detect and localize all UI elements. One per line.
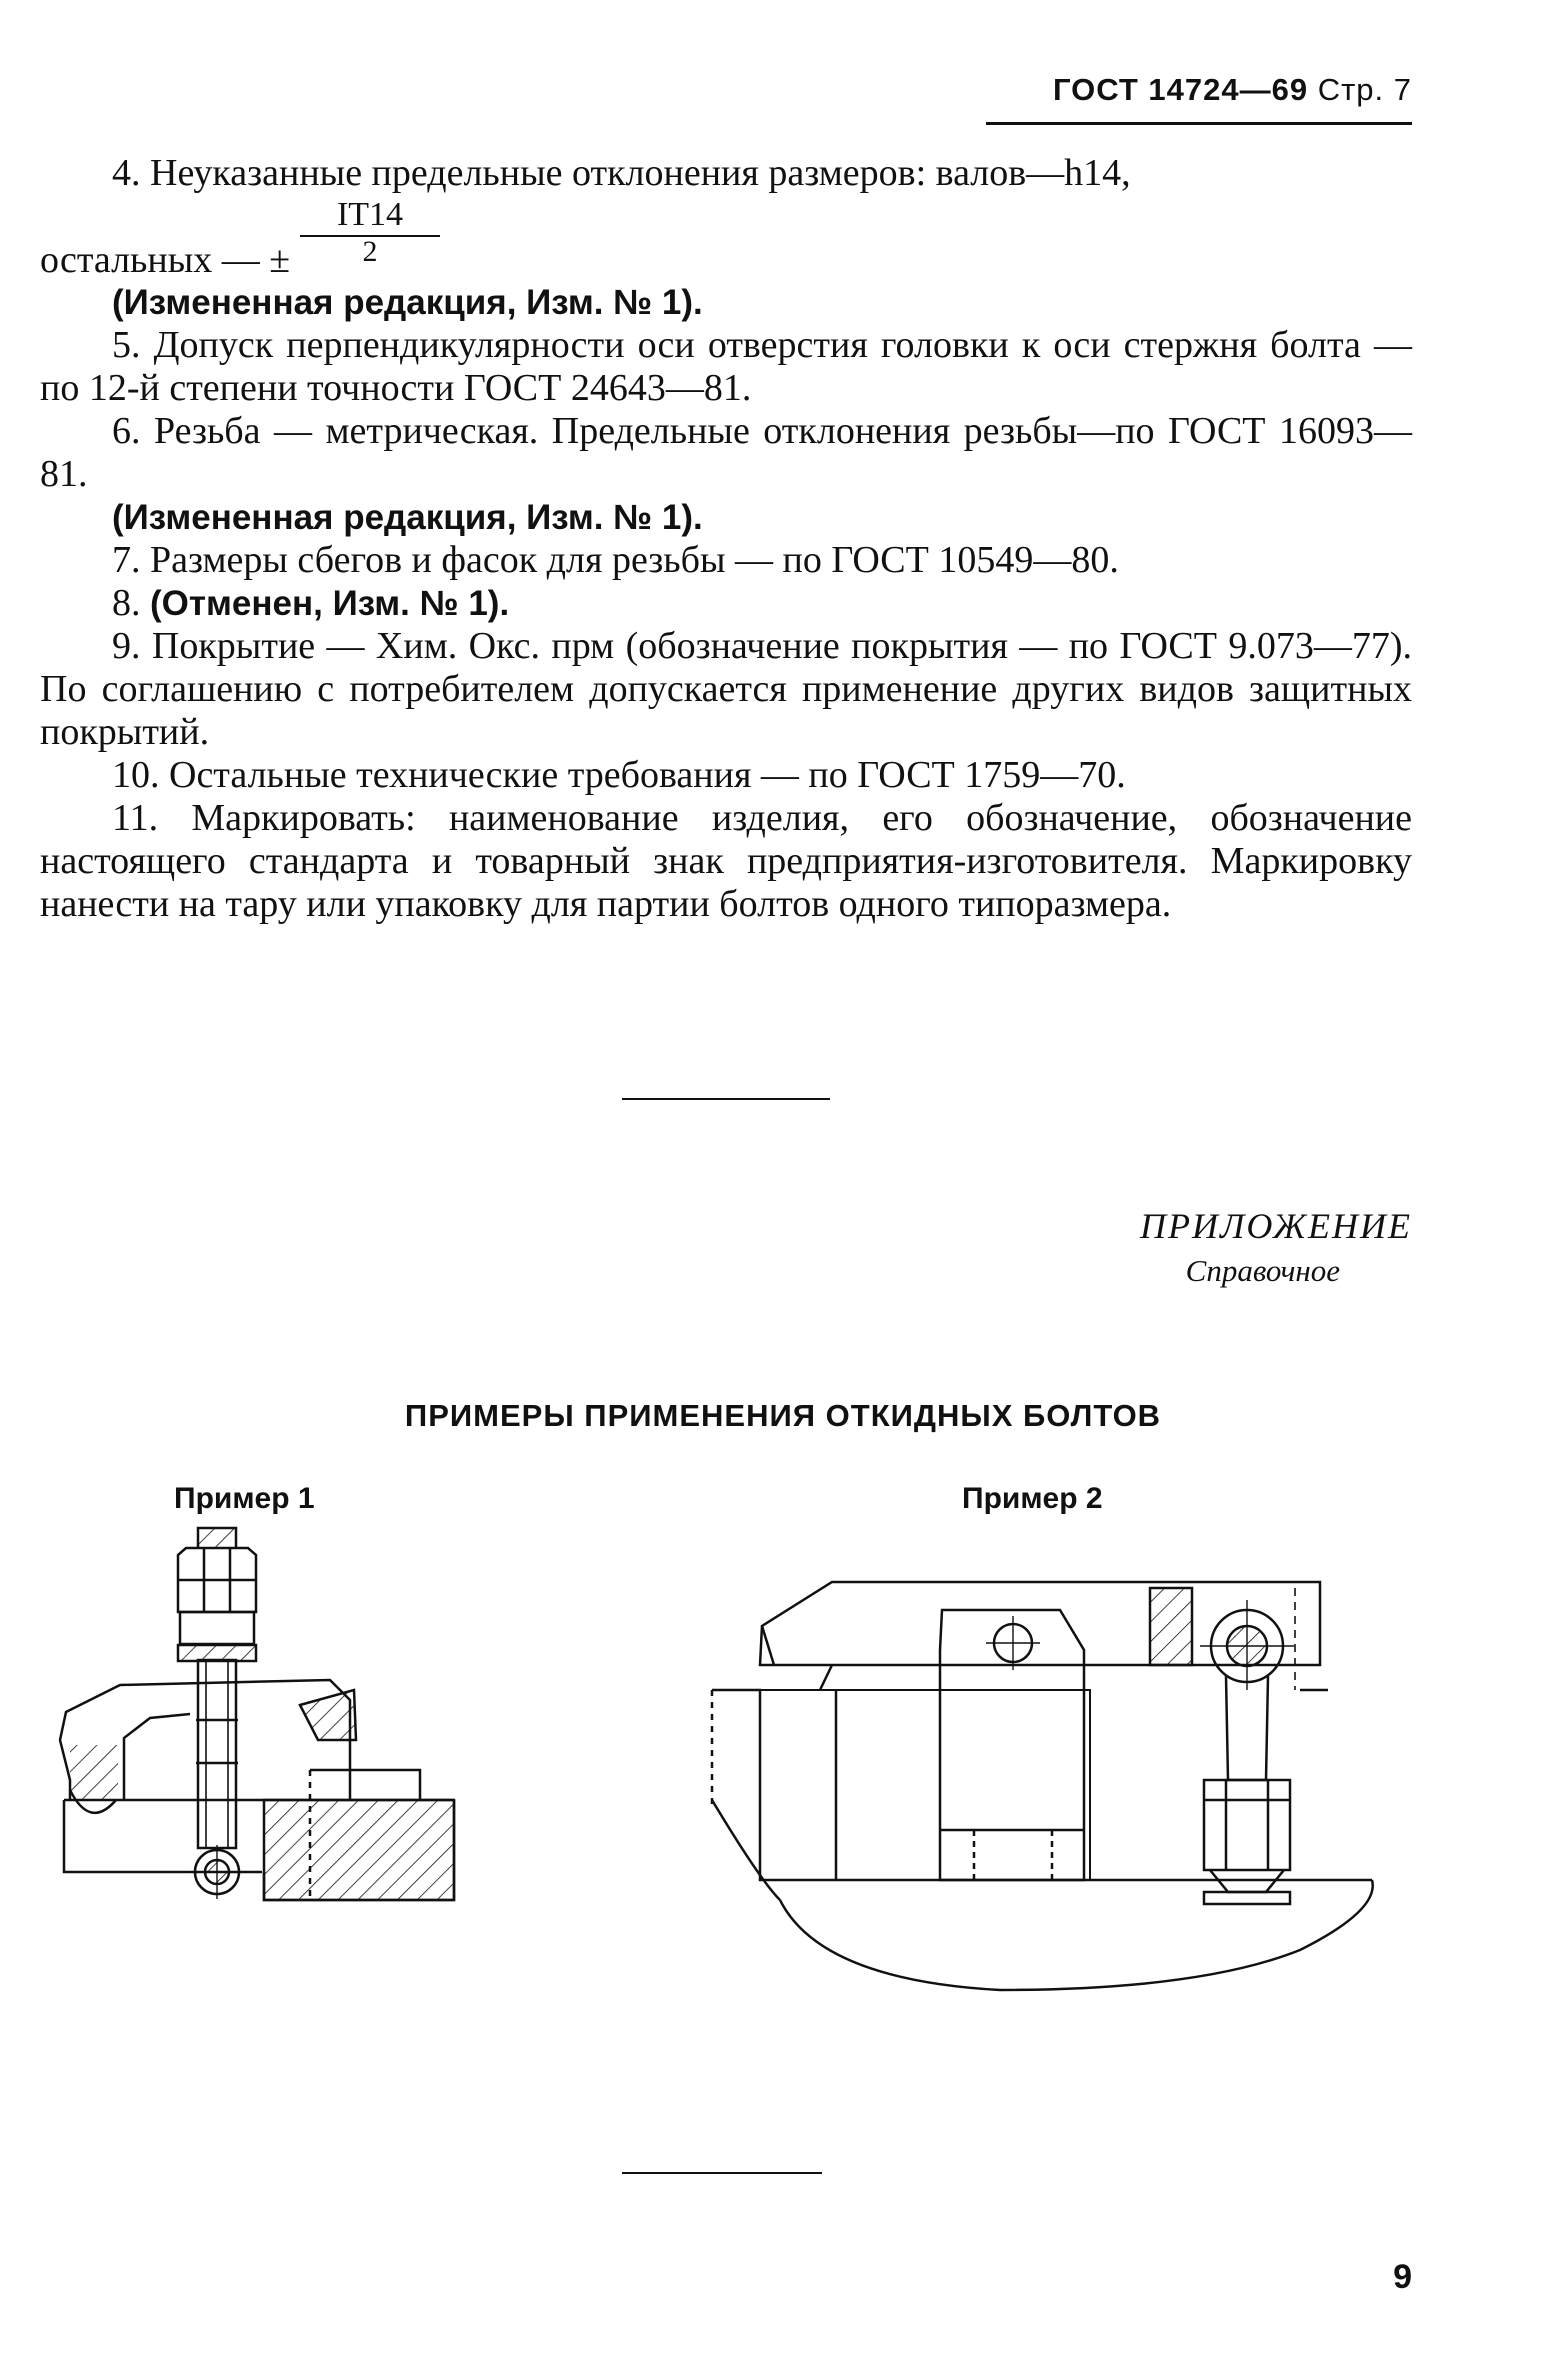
- item-9: 9. Покрытие — Хим. Окс. прм (обозначение покрытия — по ГОСТ 9.073—77). По соглашению с потребителем допускается применение других видов защитных покрытий.: [40, 625, 1412, 753]
- item-8-amendment: (Отменен, Изм. № 1).: [150, 584, 510, 623]
- example-2-drawing: [712, 1582, 1373, 1990]
- example-1-label: Пример 1: [174, 1482, 315, 1515]
- item-6-amendment: (Измененная редакция, Изм. № 1).: [112, 498, 703, 537]
- page-number: 9: [1393, 2258, 1412, 2296]
- item-5: 5. Допуск перпендикулярности оси отверстия головки к оси стержня болта — по 12-й степени точности ГОСТ 24643—81.: [40, 324, 1412, 409]
- fraction-denominator: 2: [362, 235, 378, 268]
- bottom-rule: [622, 2172, 822, 2174]
- item-4-line1: 4. Неуказанные предельные отклонения размеров: валов—h14,: [112, 152, 1131, 194]
- item-10: 10. Остальные технические требования — по ГОСТ 1759—70.: [112, 754, 1126, 796]
- item-8-number: 8.: [112, 582, 150, 624]
- example-2-label: Пример 2: [962, 1482, 1103, 1515]
- item-11: 11. Маркировать: наименование изделия, его обозначение, обозначение настоящего стандарта и товарный знак предприятия-изготовителя. Маркировку нанести на тару или упаковку для партии болтов одного типоразмера.: [40, 797, 1412, 925]
- section-title: ПРИМЕРЫ ПРИМЕНЕНИЯ ОТКИДНЫХ БОЛТОВ: [404, 1398, 1162, 1433]
- fraction-numerator: IT14: [300, 195, 440, 237]
- item-4-lead: остальных — ±: [40, 239, 291, 281]
- item-7: 7. Размеры сбегов и фасок для резьбы — по ГОСТ 10549—80.: [112, 539, 1119, 581]
- standard-number: ГОСТ 14724—69: [1052, 72, 1309, 107]
- appendix-subtitle: Справочное: [1185, 1253, 1340, 1288]
- appendix-title: ПРИЛОЖЕНИЕ: [1140, 1206, 1412, 1246]
- example-1-drawing: [60, 1528, 454, 1900]
- item-6: 6. Резьба — метрическая. Предельные отклонения резьбы—по ГОСТ 16093—81.: [40, 410, 1412, 495]
- item-4-amendment: (Измененная редакция, Изм. № 1).: [112, 283, 703, 322]
- page-label: Стр. 7: [1317, 72, 1412, 107]
